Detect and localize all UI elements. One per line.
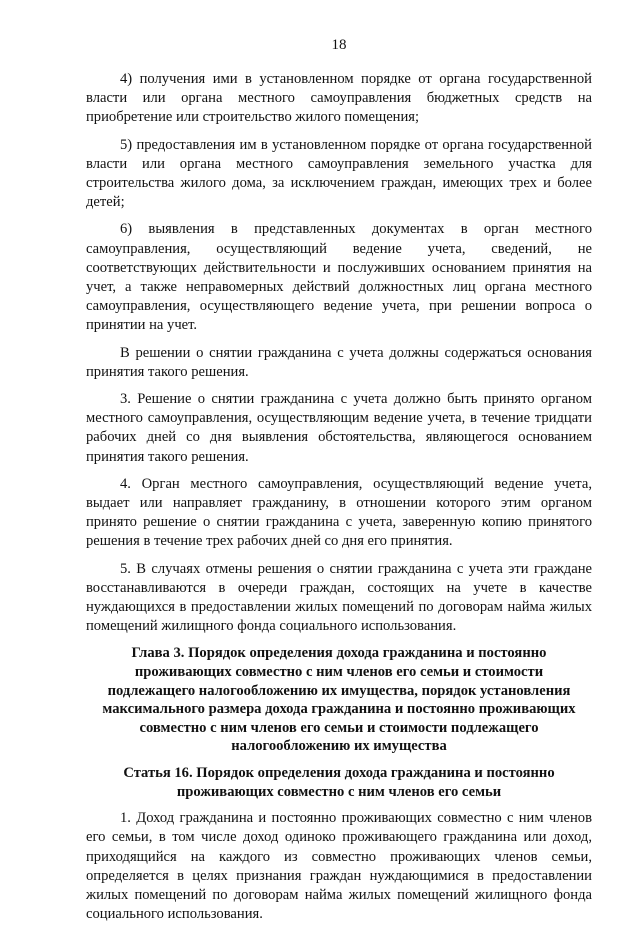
paragraph-clause-5: 5. В случаях отмены решения о снятии гражданина с учета эти граждане восстанавливаются в очереди граждан, состоящих на учете в качестве нуждающихся в предоставлении жилых помещений по договорам найма жилых помещений жилищного фонда социального использования. xyxy=(86,560,592,635)
paragraph-clause-3: 3. Решение о снятии гражданина с учета должно быть принято органом местного самоуправления, осуществляющим ведение учета, в течение тридцати рабочих дней со дня выявления обстоятельства, являющегося основанием принятия такого решения. xyxy=(86,391,592,465)
paragraph-article-16-clause-1: 1. Доход гражданина и постоянно проживающих совместно с ним членов его семьи, в том числе доход одиноко проживающего гражданина или доход, приходящийся на каждого из совместно проживающих членов семьи, определяется в целях признания граждан нуждающимися в предоставлении жилых помещений по договорам найма жилых помещений жилищного фонда социального использования. xyxy=(86,810,592,923)
document-page xyxy=(86,36,592,932)
article-heading: Статья 16. Порядок определения дохода гражданина и постоянно проживающих совместно с ним членов его семьи xyxy=(123,765,555,800)
paragraph-decision-grounds: В решении о снятии гражданина с учета должны содержаться основания принятия такого решения. xyxy=(86,344,592,380)
chapter-heading: Глава 3. Порядок определения дохода гражданина и постоянно проживающих совместно с ним членов его семьи и стоимости подлежащего налогообложению их имущества, порядок установления максимального размера дохода гражданина и постоянно проживающих совместно с ним членов его семьи и стоимости подлежащего налогообложению их имущества xyxy=(102,645,576,755)
paragraph-item-5: 5) предоставления им в установленном порядке от органа государственной власти или органа местного самоуправления земельного участка для строительства жилого дома, за исключением граждан, имеющих трех и более детей; xyxy=(86,136,592,211)
paragraph-item-4: 4) получения ими в установленном порядке от органа государственной власти или органа местного самоуправления бюджетных средств на приобретение или строительство жилого помещения; xyxy=(86,71,592,126)
page-number: 18 xyxy=(331,37,347,53)
paragraph-clause-4: 4. Орган местного самоуправления, осуществляющий ведение учета, выдает или направляет гражданину, в отношении которого этим органом принято решение о снятии гражданина с учета, заверенную копию принятого решения в течение трех рабочих дней со дня его принятия. xyxy=(86,475,592,550)
paragraph-item-6: 6) выявления в представленных документах в орган местного самоуправления, осуществляющий ведение учета, сведений, не соответствующих действительности и послуживших основанием принятия на учет, а также неправомерных действий должностных лиц органа местного самоуправления, осуществляющего ведение учета, при решении вопроса о принятии на учет. xyxy=(86,221,592,334)
